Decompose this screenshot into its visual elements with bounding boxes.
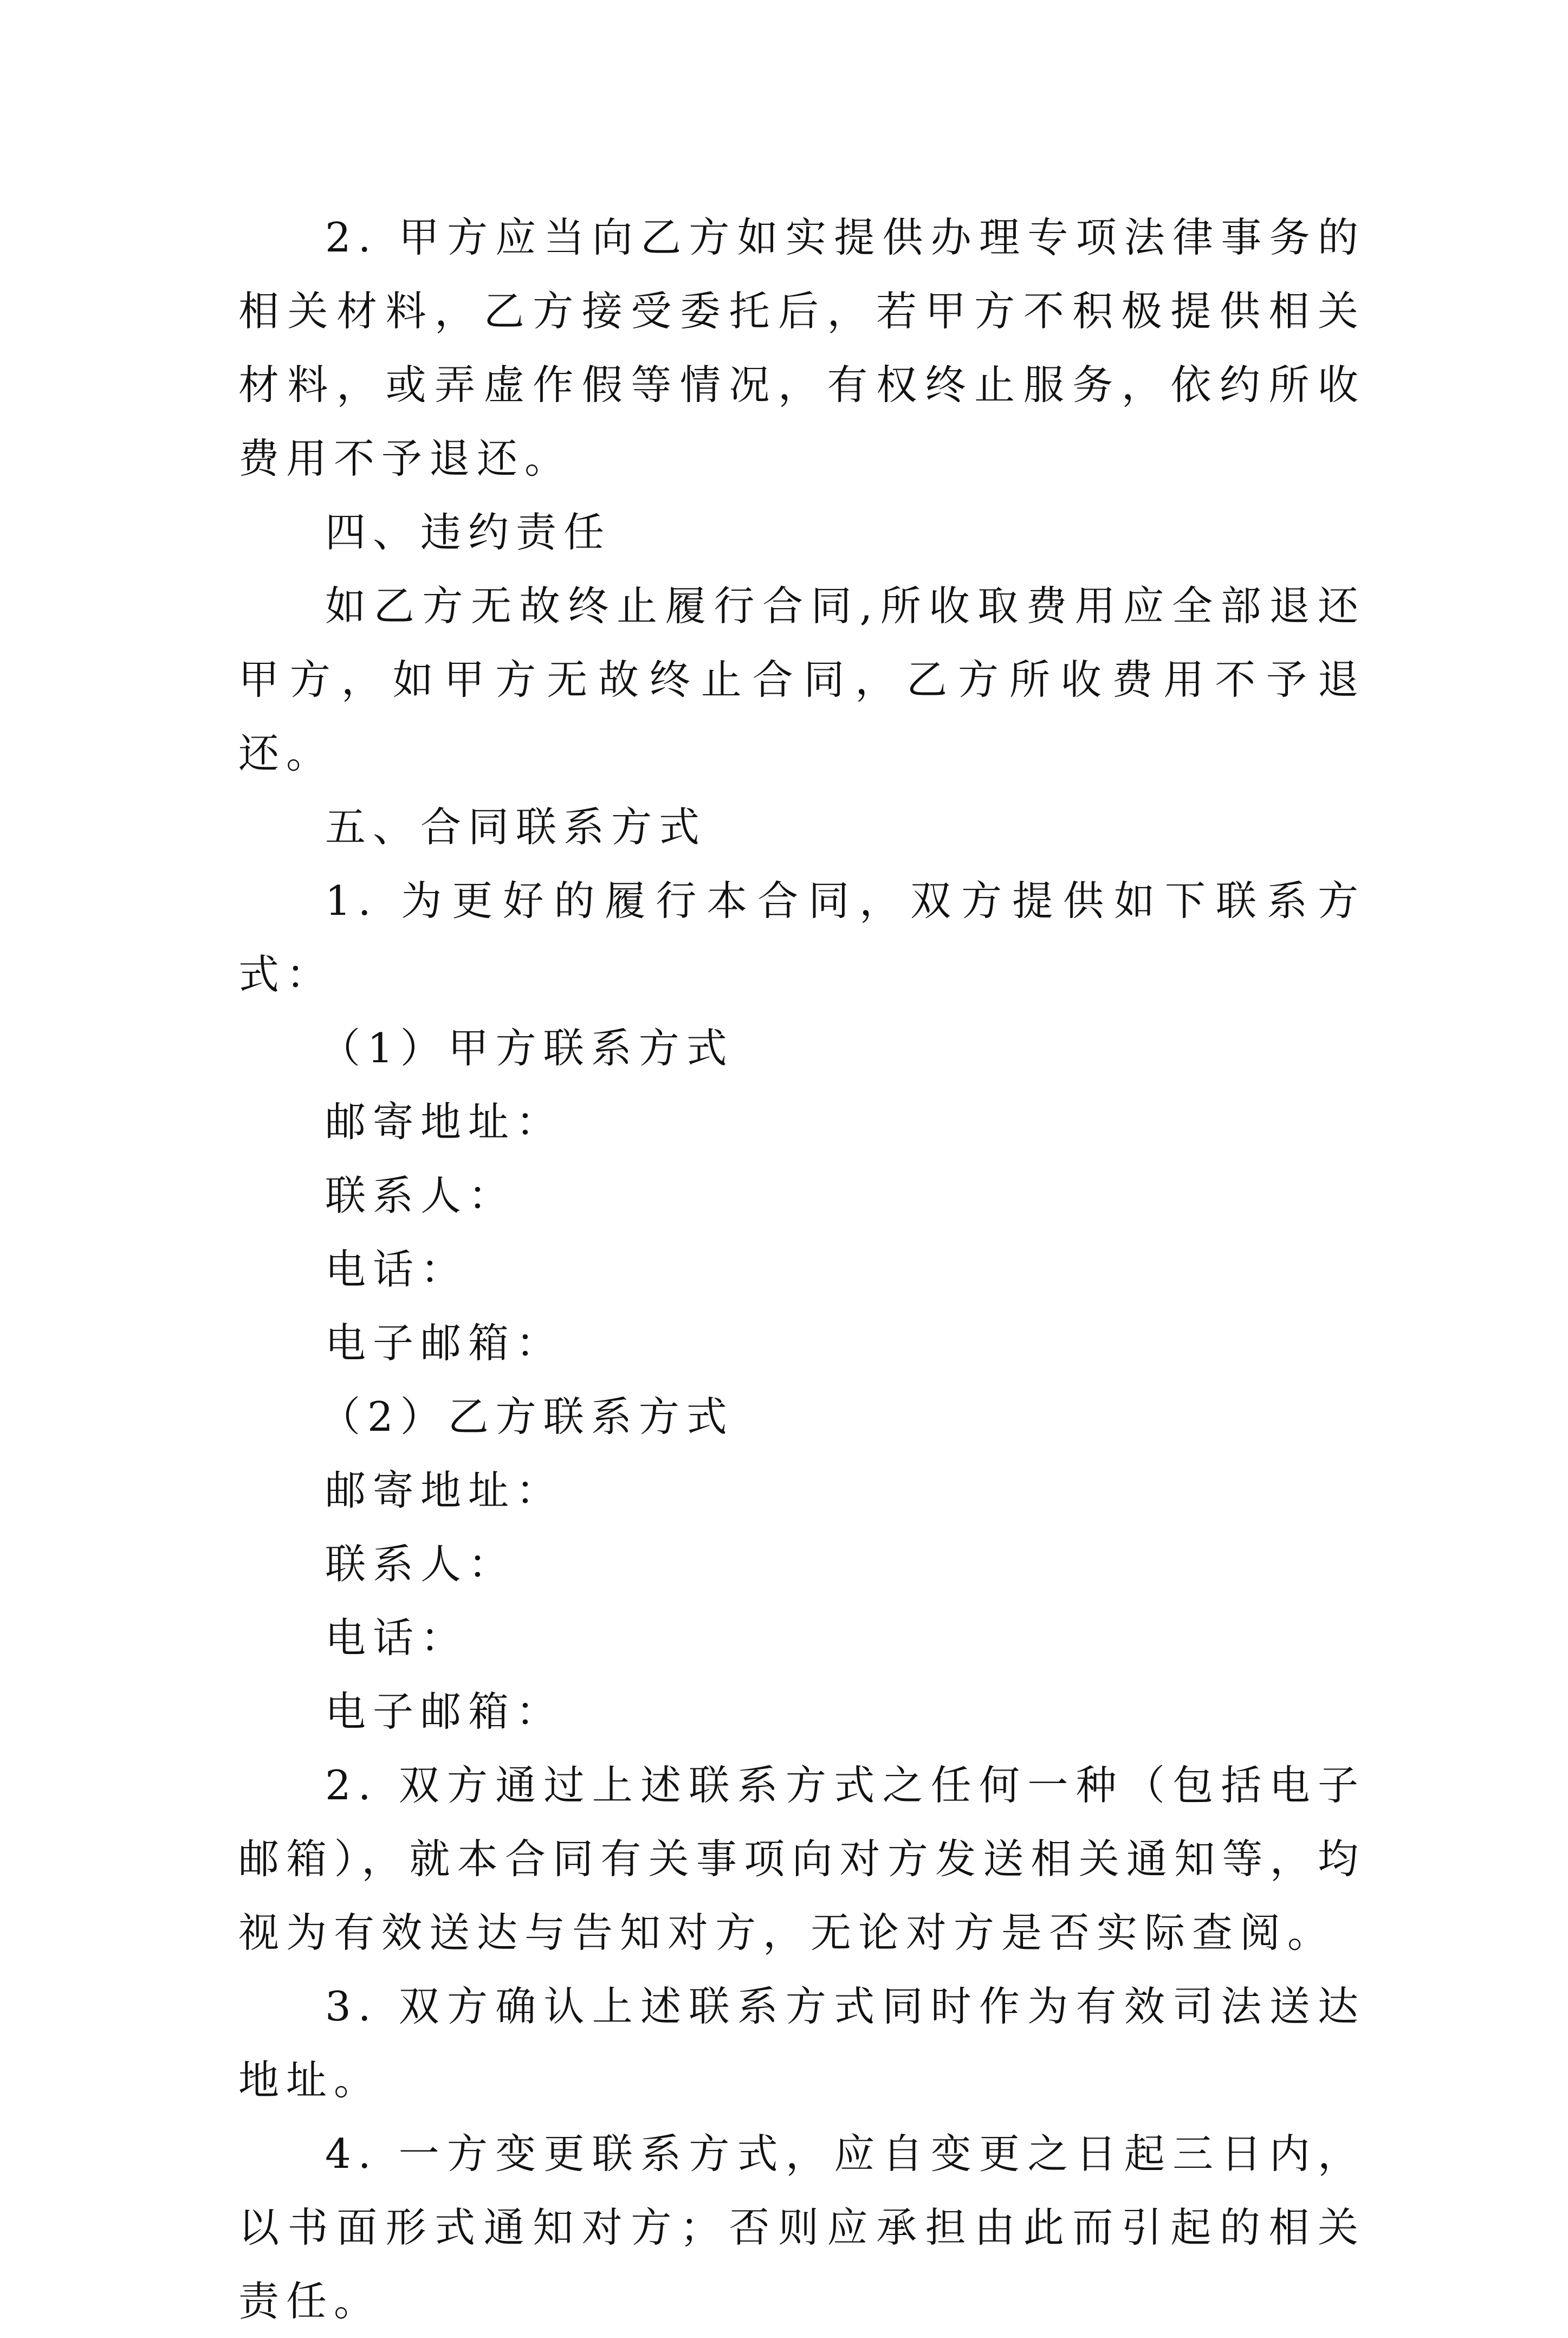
clause-3-2-materials: 2. 甲方应当向乙方如实提供办理专项法律事务的相关材料，乙方接受委托后，若甲方不积极提供相关材料，或弄虚作假等情况，有权终止服务，依约所收费用不予退还。	[238, 214, 1365, 482]
section-heading-breach: 四、违约责任	[325, 508, 612, 556]
party-b-contact-person: 联系人：	[325, 1540, 516, 1588]
clause-breach-liability: 如乙方无故终止履行合同,所收取费用应全部退还甲方，如甲方无故终止合同，乙方所收费用不予退还。	[238, 582, 1365, 777]
clause-5-4-contact-change: 4. 一方变更联系方式，应自变更之日起三日内，以书面形式通知对方；否则应承担由此而引起的相关责任。	[238, 2130, 1365, 2325]
clause-5-2-notice-delivery: 2. 双方通过上述联系方式之任何一种（包括电子邮箱），就本合同有关事项向对方发送相关通知等，均视为有效送达与告知对方，无论对方是否实际查阅。	[238, 1761, 1365, 1956]
party-b-email: 电子邮箱：	[325, 1688, 564, 1735]
party-a-contact-person: 联系人：	[325, 1172, 516, 1219]
party-b-contact-heading: （2）乙方联系方式	[320, 1393, 734, 1441]
clause-5-1-contacts: 1. 为更好的履行本合同，双方提供如下联系方式：	[238, 877, 1365, 998]
clause-5-3-judicial-address: 3. 双方确认上述联系方式同时作为有效司法送达地址。	[238, 1982, 1365, 2104]
party-a-phone: 电话：	[325, 1245, 469, 1293]
party-b-phone: 电话：	[325, 1614, 469, 1662]
document-body	[238, 201, 1365, 2338]
party-a-mailing-address: 邮寄地址：	[325, 1098, 564, 1146]
party-b-mailing-address: 邮寄地址：	[325, 1467, 564, 1514]
section-heading-contacts: 五、合同联系方式	[325, 803, 707, 851]
party-a-contact-heading: （1）甲方联系方式	[320, 1024, 734, 1072]
party-a-email: 电子邮箱：	[325, 1319, 564, 1367]
